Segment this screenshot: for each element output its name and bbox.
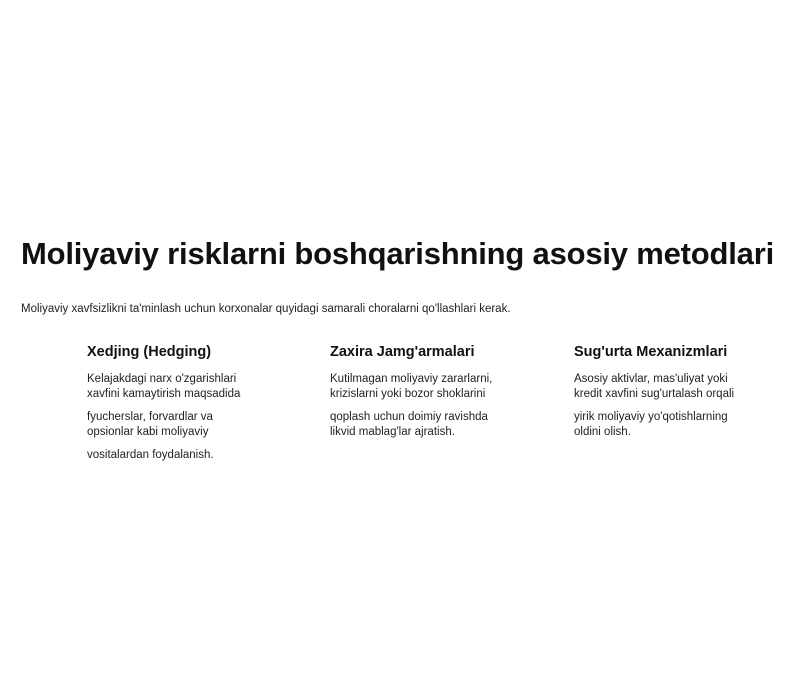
- method-heading: Xedjing (Hedging): [87, 344, 212, 360]
- method-paragraph: Kelajakdagi narx o'zgarishlari xavfini kamaytirish maqsadida: [87, 373, 241, 400]
- method-column-hedging: [87, 341, 287, 472]
- method-paragraph: Kutilmagan moliyaviy zararlarni, krizislarni yoki bozor shoklarini: [330, 373, 493, 400]
- method-heading: Zaxira Jamg'armalari: [330, 344, 475, 360]
- slide-title: Moliyaviy risklarni boshqarishning asosiy metodlari: [21, 236, 774, 271]
- method-paragraph: yirik moliyaviy yo'qotishlarning oldini olish.: [574, 411, 728, 438]
- slide-intro: Moliyaviy xavfsizlikni ta'minlash uchun korxonalar quyidagi samarali choralarni qo'llashlari kerak.: [21, 303, 511, 315]
- method-column-insurance: [574, 341, 774, 448]
- method-paragraph: qoplash uchun doimiy ravishda likvid mablag'lar ajratish.: [330, 411, 488, 438]
- method-heading: Sug'urta Mexanizmlari: [574, 344, 728, 360]
- method-column-reserve-funds: [330, 341, 530, 448]
- method-paragraph: vositalardan foydalanish.: [87, 449, 214, 461]
- method-paragraph: Asosiy aktivlar, mas'uliyat yoki kredit xavfini sug'urtalash orqali: [574, 373, 735, 400]
- methods-columns: [87, 341, 787, 481]
- method-paragraph: fyucherslar, forvardlar va opsionlar kabi moliyaviy: [87, 411, 213, 438]
